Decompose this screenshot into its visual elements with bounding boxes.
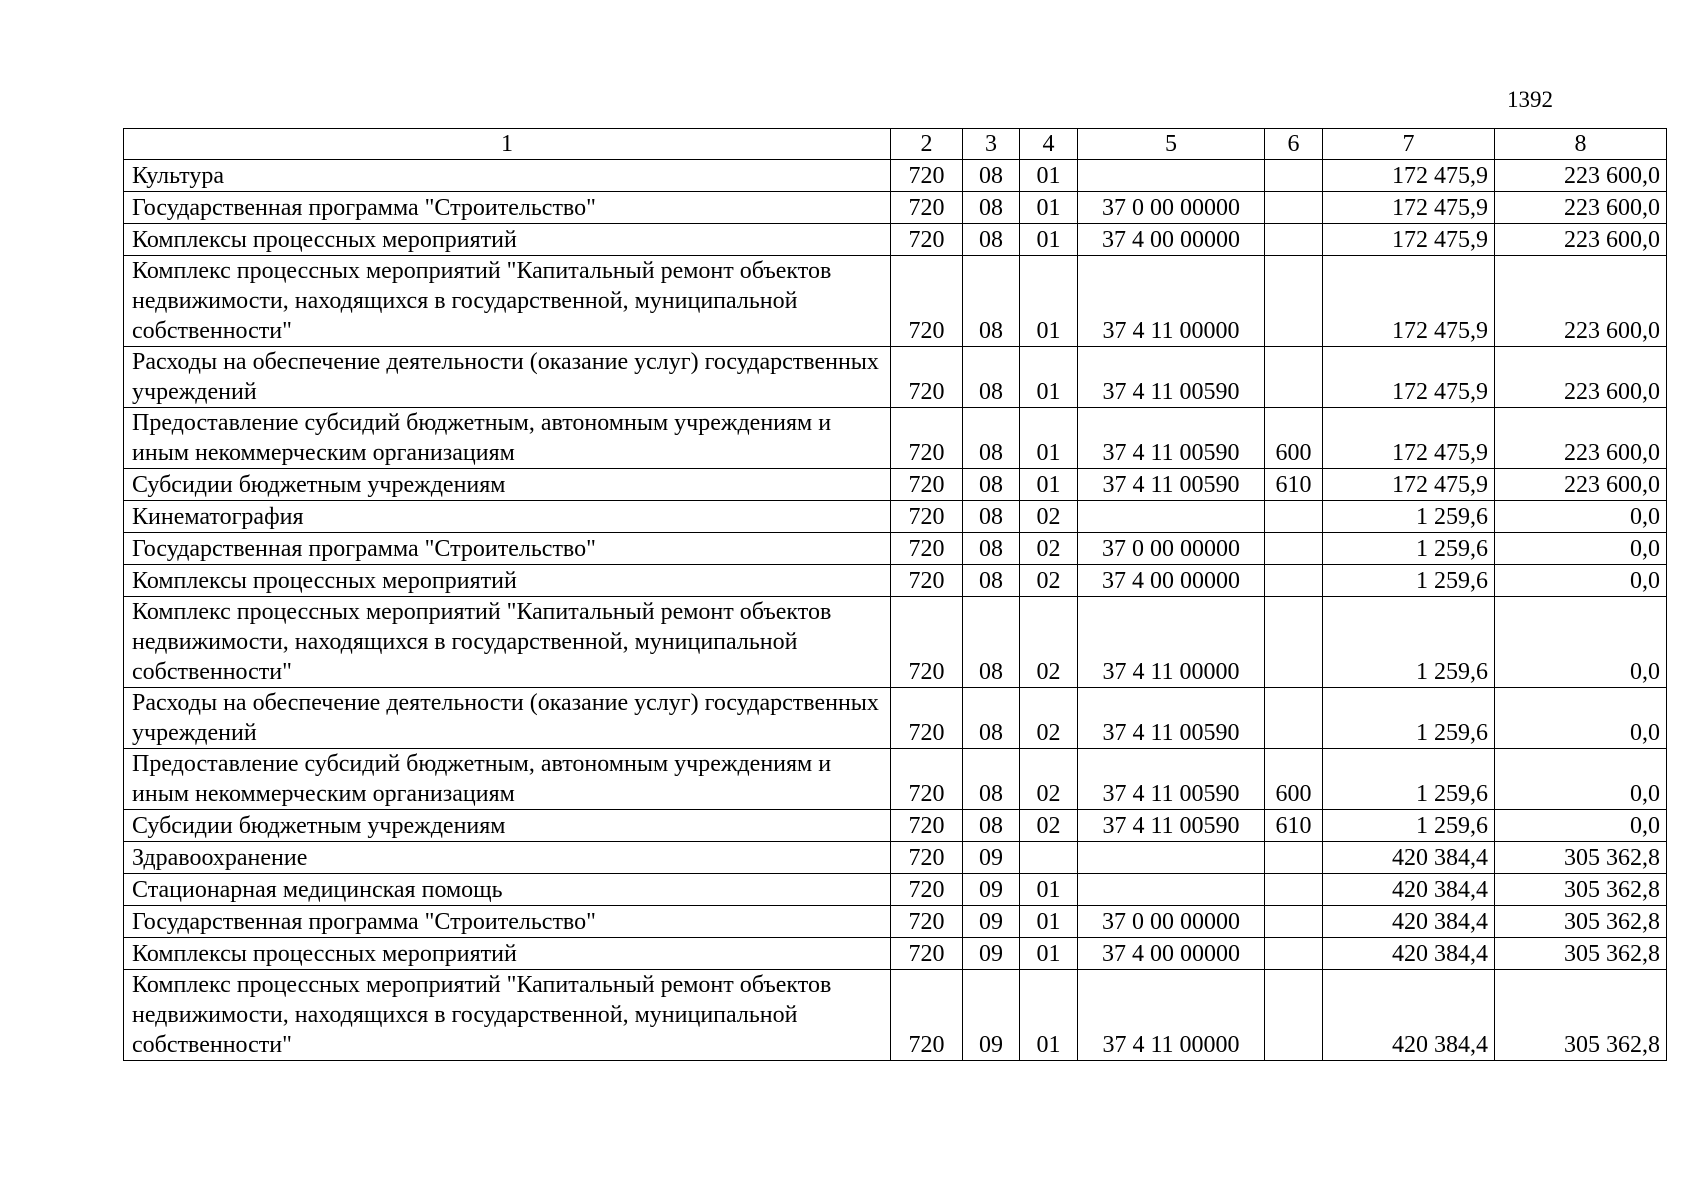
row-code-cell: 720 [891, 906, 963, 938]
row-expense-type-cell: 600 [1265, 408, 1323, 469]
row-section-cell: 09 [963, 970, 1020, 1061]
table-row [124, 501, 1667, 533]
table-row [124, 749, 1667, 810]
row-expense-type-cell [1265, 224, 1323, 256]
row-section-cell: 08 [963, 565, 1020, 597]
table-row [124, 192, 1667, 224]
row-section-cell: 08 [963, 408, 1020, 469]
row-expense-type-cell [1265, 597, 1323, 688]
page-number: 1392 [1507, 87, 1553, 112]
row-subsection-cell: 01 [1020, 906, 1078, 938]
row-target-article-cell: 37 0 00 00000 [1078, 192, 1265, 224]
row-target-article-cell [1078, 501, 1265, 533]
row-amount-col8-cell: 223 600,0 [1495, 347, 1667, 408]
row-expense-type-cell [1265, 842, 1323, 874]
row-amount-col8-cell: 0,0 [1495, 501, 1667, 533]
row-target-article-cell: 37 4 11 00590 [1078, 408, 1265, 469]
row-code-cell: 720 [891, 842, 963, 874]
row-expense-type-cell: 610 [1265, 469, 1323, 501]
row-name-cell: Государственная программа "Строительство" [124, 192, 891, 224]
row-amount-col7-cell: 1 259,6 [1323, 688, 1495, 749]
row-target-article-cell [1078, 160, 1265, 192]
header-cell: 8 [1495, 129, 1667, 160]
row-name-cell: Комплексы процессных мероприятий [124, 938, 891, 970]
row-section-cell: 08 [963, 533, 1020, 565]
row-section-cell: 08 [963, 256, 1020, 347]
row-code-cell: 720 [891, 224, 963, 256]
row-amount-col8-cell: 0,0 [1495, 533, 1667, 565]
header-cell: 3 [963, 129, 1020, 160]
row-amount-col7-cell: 1 259,6 [1323, 749, 1495, 810]
row-subsection-cell: 02 [1020, 501, 1078, 533]
table-row [124, 224, 1667, 256]
table-row [124, 533, 1667, 565]
row-target-article-cell: 37 4 11 00000 [1078, 597, 1265, 688]
row-amount-col7-cell: 1 259,6 [1323, 810, 1495, 842]
row-amount-col7-cell: 1 259,6 [1323, 533, 1495, 565]
header-cell: 2 [891, 129, 963, 160]
row-section-cell: 08 [963, 224, 1020, 256]
row-amount-col7-cell: 420 384,4 [1323, 906, 1495, 938]
row-amount-col7-cell: 420 384,4 [1323, 874, 1495, 906]
row-amount-col8-cell: 305 362,8 [1495, 938, 1667, 970]
table-row [124, 469, 1667, 501]
header-cell: 4 [1020, 129, 1078, 160]
row-subsection-cell: 02 [1020, 810, 1078, 842]
row-code-cell: 720 [891, 874, 963, 906]
table-row [124, 347, 1667, 408]
row-subsection-cell: 02 [1020, 565, 1078, 597]
row-subsection-cell: 01 [1020, 408, 1078, 469]
row-amount-col7-cell: 420 384,4 [1323, 970, 1495, 1061]
row-name-cell: Субсидии бюджетным учреждениям [124, 810, 891, 842]
row-name-cell: Предоставление субсидий бюджетным, автономным учреждениям и иным некоммерческим организациям [124, 408, 891, 469]
row-amount-col8-cell: 223 600,0 [1495, 256, 1667, 347]
row-amount-col7-cell: 172 475,9 [1323, 347, 1495, 408]
row-amount-col8-cell: 0,0 [1495, 565, 1667, 597]
row-amount-col7-cell: 172 475,9 [1323, 192, 1495, 224]
row-expense-type-cell [1265, 160, 1323, 192]
row-expense-type-cell [1265, 970, 1323, 1061]
row-amount-col7-cell: 172 475,9 [1323, 160, 1495, 192]
row-subsection-cell: 01 [1020, 347, 1078, 408]
row-target-article-cell: 37 4 00 00000 [1078, 224, 1265, 256]
row-target-article-cell: 37 4 11 00590 [1078, 469, 1265, 501]
table-row [124, 842, 1667, 874]
row-section-cell: 08 [963, 501, 1020, 533]
row-name-cell: Государственная программа "Строительство" [124, 906, 891, 938]
row-section-cell: 08 [963, 810, 1020, 842]
row-amount-col7-cell: 172 475,9 [1323, 408, 1495, 469]
table-row [124, 938, 1667, 970]
header-row [124, 129, 1667, 160]
row-section-cell: 08 [963, 347, 1020, 408]
row-expense-type-cell [1265, 533, 1323, 565]
row-section-cell: 08 [963, 192, 1020, 224]
row-expense-type-cell [1265, 688, 1323, 749]
row-amount-col7-cell: 172 475,9 [1323, 469, 1495, 501]
row-amount-col7-cell: 1 259,6 [1323, 565, 1495, 597]
table-row [124, 688, 1667, 749]
header-cell: 6 [1265, 129, 1323, 160]
row-target-article-cell: 37 0 00 00000 [1078, 533, 1265, 565]
table-row [124, 565, 1667, 597]
row-code-cell: 720 [891, 192, 963, 224]
row-subsection-cell: 02 [1020, 688, 1078, 749]
row-target-article-cell: 37 4 11 00590 [1078, 749, 1265, 810]
row-expense-type-cell [1265, 347, 1323, 408]
row-name-cell: Комплексы процессных мероприятий [124, 565, 891, 597]
row-name-cell: Культура [124, 160, 891, 192]
table-row [124, 810, 1667, 842]
row-target-article-cell: 37 4 11 00000 [1078, 256, 1265, 347]
row-code-cell: 720 [891, 688, 963, 749]
row-target-article-cell: 37 4 00 00000 [1078, 938, 1265, 970]
row-subsection-cell: 02 [1020, 749, 1078, 810]
row-section-cell: 08 [963, 597, 1020, 688]
table-row [124, 970, 1667, 1061]
row-expense-type-cell: 600 [1265, 749, 1323, 810]
row-expense-type-cell: 610 [1265, 810, 1323, 842]
row-subsection-cell: 01 [1020, 192, 1078, 224]
row-name-cell: Здравоохранение [124, 842, 891, 874]
row-subsection-cell: 01 [1020, 469, 1078, 501]
row-target-article-cell [1078, 842, 1265, 874]
row-section-cell: 09 [963, 938, 1020, 970]
row-amount-col8-cell: 223 600,0 [1495, 408, 1667, 469]
row-expense-type-cell [1265, 874, 1323, 906]
row-name-cell: Кинематография [124, 501, 891, 533]
table-row [124, 906, 1667, 938]
row-subsection-cell: 01 [1020, 938, 1078, 970]
table-body [124, 160, 1667, 1061]
row-code-cell: 720 [891, 160, 963, 192]
row-section-cell: 08 [963, 688, 1020, 749]
row-expense-type-cell [1265, 256, 1323, 347]
row-amount-col7-cell: 172 475,9 [1323, 224, 1495, 256]
row-expense-type-cell [1265, 565, 1323, 597]
header-cell: 5 [1078, 129, 1265, 160]
row-subsection-cell: 02 [1020, 597, 1078, 688]
row-name-cell: Комплекс процессных мероприятий "Капитальный ремонт объектов недвижимости, находящихся в государственной, муниципальной собственности" [124, 256, 891, 347]
row-subsection-cell: 01 [1020, 224, 1078, 256]
row-amount-col8-cell: 223 600,0 [1495, 224, 1667, 256]
row-expense-type-cell [1265, 906, 1323, 938]
row-name-cell: Субсидии бюджетным учреждениям [124, 469, 891, 501]
row-code-cell: 720 [891, 256, 963, 347]
row-code-cell: 720 [891, 347, 963, 408]
row-name-cell: Комплекс процессных мероприятий "Капитальный ремонт объектов недвижимости, находящихся в государственной, муниципальной собственности" [124, 970, 891, 1061]
table-row [124, 408, 1667, 469]
row-expense-type-cell [1265, 938, 1323, 970]
row-amount-col8-cell: 305 362,8 [1495, 906, 1667, 938]
row-name-cell: Государственная программа "Строительство" [124, 533, 891, 565]
row-subsection-cell: 01 [1020, 160, 1078, 192]
row-amount-col7-cell: 172 475,9 [1323, 256, 1495, 347]
row-target-article-cell: 37 0 00 00000 [1078, 906, 1265, 938]
row-code-cell: 720 [891, 597, 963, 688]
header-cell: 7 [1323, 129, 1495, 160]
row-code-cell: 720 [891, 938, 963, 970]
row-code-cell: 720 [891, 810, 963, 842]
row-amount-col8-cell: 0,0 [1495, 688, 1667, 749]
row-subsection-cell: 02 [1020, 533, 1078, 565]
table-row [124, 256, 1667, 347]
row-section-cell: 08 [963, 749, 1020, 810]
row-code-cell: 720 [891, 970, 963, 1061]
table-row [124, 597, 1667, 688]
row-amount-col8-cell: 0,0 [1495, 749, 1667, 810]
row-target-article-cell [1078, 874, 1265, 906]
row-section-cell: 09 [963, 906, 1020, 938]
row-code-cell: 720 [891, 408, 963, 469]
row-expense-type-cell [1265, 192, 1323, 224]
row-code-cell: 720 [891, 533, 963, 565]
row-target-article-cell: 37 4 00 00000 [1078, 565, 1265, 597]
row-section-cell: 09 [963, 874, 1020, 906]
row-name-cell: Расходы на обеспечение деятельности (оказание услуг) государственных учреждений [124, 347, 891, 408]
table-row [124, 874, 1667, 906]
row-subsection-cell: 01 [1020, 970, 1078, 1061]
row-name-cell: Предоставление субсидий бюджетным, автономным учреждениям и иным некоммерческим организациям [124, 749, 891, 810]
row-amount-col8-cell: 305 362,8 [1495, 842, 1667, 874]
row-section-cell: 09 [963, 842, 1020, 874]
row-code-cell: 720 [891, 565, 963, 597]
row-amount-col8-cell: 305 362,8 [1495, 874, 1667, 906]
row-subsection-cell [1020, 842, 1078, 874]
table-row [124, 160, 1667, 192]
row-code-cell: 720 [891, 501, 963, 533]
row-amount-col7-cell: 1 259,6 [1323, 501, 1495, 533]
row-code-cell: 720 [891, 469, 963, 501]
row-target-article-cell: 37 4 11 00590 [1078, 688, 1265, 749]
row-amount-col8-cell: 0,0 [1495, 597, 1667, 688]
row-name-cell: Комплексы процессных мероприятий [124, 224, 891, 256]
row-name-cell: Расходы на обеспечение деятельности (оказание услуг) государственных учреждений [124, 688, 891, 749]
row-amount-col7-cell: 420 384,4 [1323, 938, 1495, 970]
budget-table [123, 128, 1667, 1061]
row-amount-col8-cell: 0,0 [1495, 810, 1667, 842]
row-amount-col8-cell: 305 362,8 [1495, 970, 1667, 1061]
row-amount-col7-cell: 420 384,4 [1323, 842, 1495, 874]
row-section-cell: 08 [963, 469, 1020, 501]
row-subsection-cell: 01 [1020, 256, 1078, 347]
row-target-article-cell: 37 4 11 00000 [1078, 970, 1265, 1061]
row-amount-col8-cell: 223 600,0 [1495, 469, 1667, 501]
row-amount-col8-cell: 223 600,0 [1495, 192, 1667, 224]
row-section-cell: 08 [963, 160, 1020, 192]
row-amount-col7-cell: 1 259,6 [1323, 597, 1495, 688]
row-name-cell: Комплекс процессных мероприятий "Капитальный ремонт объектов недвижимости, находящихся в государственной, муниципальной собственности" [124, 597, 891, 688]
row-target-article-cell: 37 4 11 00590 [1078, 347, 1265, 408]
row-target-article-cell: 37 4 11 00590 [1078, 810, 1265, 842]
row-code-cell: 720 [891, 749, 963, 810]
row-name-cell: Стационарная медицинская помощь [124, 874, 891, 906]
row-amount-col8-cell: 223 600,0 [1495, 160, 1667, 192]
header-cell: 1 [124, 129, 891, 160]
row-expense-type-cell [1265, 501, 1323, 533]
row-subsection-cell: 01 [1020, 874, 1078, 906]
